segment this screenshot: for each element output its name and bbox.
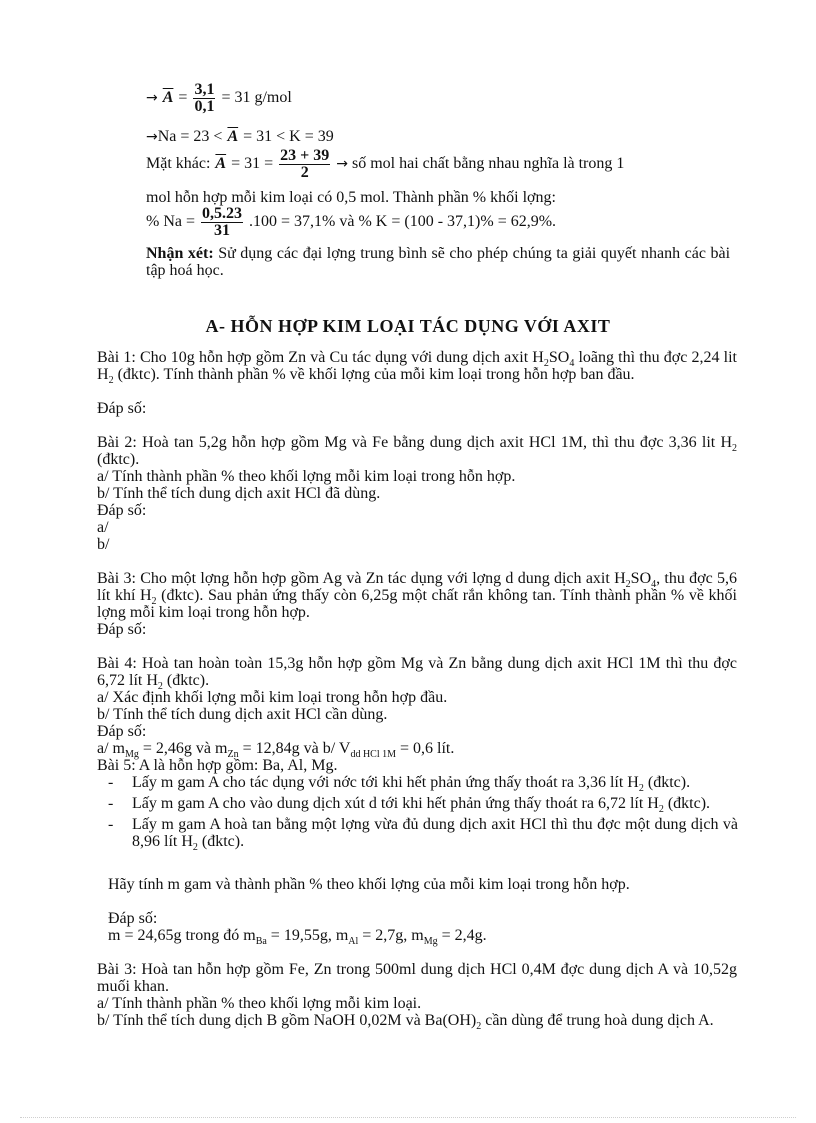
fraction <box>201 206 243 239</box>
fraction-denominator: 2 <box>300 164 309 181</box>
exercise-2-answer-b: b/ <box>97 536 110 553</box>
solution-line-2 <box>146 128 334 146</box>
exercise-2-question-a: a/ Tính thành phần % theo khối lợng mỗi kim loại trong hỗn hợp. <box>97 468 516 485</box>
exercise-4-answer <box>97 740 455 761</box>
list-item <box>108 816 738 854</box>
exercise-5-list <box>108 774 738 854</box>
list-item <box>108 774 738 795</box>
exercise-3-text: Bài 3: Cho một lợng hỗn hợp gồm Ag và Zn tác dụng với lợng d dung dịch axit H <box>97 570 626 587</box>
fraction-numerator: 23 + 39 <box>280 147 330 164</box>
fraction-numerator: 0,5.23 <box>202 205 243 222</box>
section-title: A- HỖN HỢP KIM LOẠI TÁC DỤNG VỚI AXIT <box>205 316 611 336</box>
exercise-4-answer-label: Đáp số: <box>97 723 147 740</box>
average-a-symbol: $\overline{A}$ <box>227 128 239 145</box>
list-item-text: Lấy m gam A cho vào dung dịch xút d tới khi hết phản ứng thấy thoát ra 6,72 lít H <box>132 795 659 812</box>
remark-text: Sử dụng các đại lợng trung bình sẽ cho phép chúng ta giải quyết nhanh các bài tập hoá học. <box>146 245 731 279</box>
arrow-icon: → <box>146 90 158 107</box>
answer-text: = 2,7g, m <box>358 927 424 944</box>
list-item-text: (đktc). <box>643 774 691 791</box>
answer-text: = 19,55g, m <box>266 927 349 944</box>
remark-label: Nhận xét: <box>146 245 214 262</box>
fraction-denominator: 31 <box>214 222 231 239</box>
exercise-5-question: Hãy tính m gam và thành phần % theo khối lợng của mỗi kim loại trong hỗn hợp. <box>108 876 630 893</box>
list-item-text: (đktc). <box>663 795 711 812</box>
answer-text: = 2,4g. <box>437 927 487 944</box>
percent-na-label: % Na = <box>146 213 196 231</box>
exercise-3 <box>97 570 737 621</box>
exercise-5-answer-label: Đáp số: <box>108 910 158 927</box>
result-text: = 31 g/mol <box>221 89 292 107</box>
question-text: cần dùng để trung hoà dung dịch A. <box>481 1012 714 1029</box>
solution-line-3 <box>146 148 624 181</box>
answer-text: a/ m <box>97 740 125 757</box>
exercise-3b-question-b <box>97 1012 737 1033</box>
exercise-4-question-a: a/ Xác định khối lợng mỗi kim loại trong hỗn hợp đầu. <box>97 689 448 706</box>
exercise-1-text: (đktc). Tính thành phần % về khối lợng của mỗi kim loại trong hỗn hợp ban đầu. <box>113 366 635 383</box>
exercise-2-answer-label: Đáp số: <box>97 502 147 519</box>
average-a-symbol: $\overline{A}$ <box>215 155 227 173</box>
exercise-5-answer <box>108 927 487 948</box>
exercise-4 <box>97 655 737 693</box>
equals-sign: = <box>178 89 188 107</box>
answer-text: m = 24,65g trong đó m <box>108 927 256 944</box>
exercise-1-text: SO <box>548 349 570 366</box>
page-bottom-divider <box>20 1117 796 1118</box>
solution-line-4: mol hỗn hợp mỗi kim loại có 0,5 mol. Thành phần % khối lợng: <box>146 189 556 206</box>
subscript: 2 <box>151 596 157 608</box>
exercise-3-answer-label: Đáp số: <box>97 621 147 638</box>
question-text: b/ Tính thể tích dung dịch B gồm NaOH 0,02M và Ba(OH) <box>97 1012 477 1029</box>
subscript: 2 <box>638 783 644 795</box>
subscript: Zn <box>227 749 239 761</box>
fraction-denominator: 0,1 <box>194 98 215 115</box>
inequality-right: = 31 < K = 39 <box>243 128 334 145</box>
list-item <box>108 795 738 816</box>
subscript: 2 <box>157 681 163 693</box>
subscript: 2 <box>625 579 631 591</box>
answer-text: = 2,46g và m <box>138 740 228 757</box>
subscript: Mg <box>423 936 438 948</box>
exercise-3-text: SO <box>630 570 652 587</box>
inequality-left: Na = 23 < <box>157 128 223 145</box>
exercise-2 <box>97 434 737 468</box>
subscript: 2 <box>658 804 664 816</box>
subscript: Ba <box>255 936 267 948</box>
answer-text: = 12,84g và b/ V <box>238 740 351 757</box>
exercise-5-intro: Bài 5: A là hỗn hợp gồm: Ba, Al, Mg. <box>97 757 338 774</box>
exercise-2-answer-a: a/ <box>97 519 109 536</box>
solution-line-5 <box>146 206 556 239</box>
fraction <box>279 148 330 181</box>
exercise-1-text: Bài 1: Cho 10g hỗn hợp gồm Zn và Cu tác dụng với dung dịch axit H <box>97 349 544 366</box>
exercise-2-text: Bài 2: Hoà tan 5,2g hỗn hợp gồm Mg và Fe bằng dung dịch axit HCl 1M, thì thu đợc 3,36 lit H <box>97 434 732 451</box>
exercise-1 <box>97 349 738 387</box>
subscript: 4 <box>651 579 657 591</box>
exercise-2-question-b: b/ Tính thể tích dung dịch axit HCl đã dùng. <box>97 485 381 502</box>
subscript: 2 <box>192 842 198 854</box>
mol-statement: số mol hai chất bằng nhau nghĩa là trong 1 <box>352 155 625 173</box>
answer-text: = 0,6 lít. <box>396 740 455 757</box>
exercise-3b: Bài 3: Hoà tan hỗn hợp gồm Fe, Zn trong 500ml dung dịch HCl 0,4M đợc dung dịch A và 10,52g muối khan. <box>97 961 737 995</box>
subscript: 2 <box>732 443 737 455</box>
subscript: Al <box>348 936 359 948</box>
exercise-1-answer-label: Đáp số: <box>97 400 147 417</box>
subscript: 2 <box>476 1021 482 1033</box>
exercise-3b-question-a: a/ Tính thành phần % theo khối lợng mỗi kim loại. <box>97 995 422 1012</box>
subscript: Mg <box>125 749 139 761</box>
subscript: dd HCl 1M <box>350 749 396 761</box>
exercise-4-question-b: b/ Tính thể tích dung dịch axit HCl cần dùng. <box>97 706 388 723</box>
solution-line-1 <box>146 82 292 115</box>
exercise-3-text: (đktc). Sau phản ứng thấy còn 6,25g một chất rắn không tan. Tính thành phần % về khối lợng mỗi kim loại trong hỗn hợp. <box>97 587 737 621</box>
fraction <box>193 82 215 115</box>
equals-31: = 31 = <box>231 155 274 173</box>
subscript: 4 <box>569 358 575 370</box>
percent-result: .100 = 37,1% và % K = (100 - 37,1)% = 62,9%. <box>249 213 557 231</box>
mat-khac-label: Mặt khác: <box>146 155 211 173</box>
remark-paragraph <box>146 245 730 279</box>
exercise-2-text: (đktc). <box>97 451 140 468</box>
list-item-text: Lấy m gam A cho tác dụng với nớc tới khi hết phản ứng thấy thoát ra 3,36 lít H <box>132 774 639 791</box>
exercise-4-text: Bài 4: Hoà tan hoàn toàn 15,3g hỗn hợp gồm Mg và Zn bằng dung dịch axit HCl 1M thì thu đợc 6,72 lít H <box>97 655 737 689</box>
subscript: 2 <box>108 375 114 387</box>
average-a-symbol: $\overline{A}$ <box>162 89 174 107</box>
exercise-4-text: (đktc). <box>162 672 210 689</box>
arrow-icon: → <box>146 129 158 145</box>
subscript: 2 <box>543 358 549 370</box>
list-item-text: Lấy m gam A hoà tan bằng một lợng vừa đủ dung dịch axit HCl thì thu đợc một dung dịch và 8,96 lít H <box>132 816 738 850</box>
fraction-numerator: 3,1 <box>194 81 215 98</box>
arrow-icon: → <box>336 156 348 173</box>
exercise-3-text: , thu đợc 5,6 lít khí H <box>97 570 738 604</box>
list-item-text: (đktc). <box>197 833 245 850</box>
exercise-1-text: loãng thì thu đợc 2,24 lit H <box>97 349 738 383</box>
